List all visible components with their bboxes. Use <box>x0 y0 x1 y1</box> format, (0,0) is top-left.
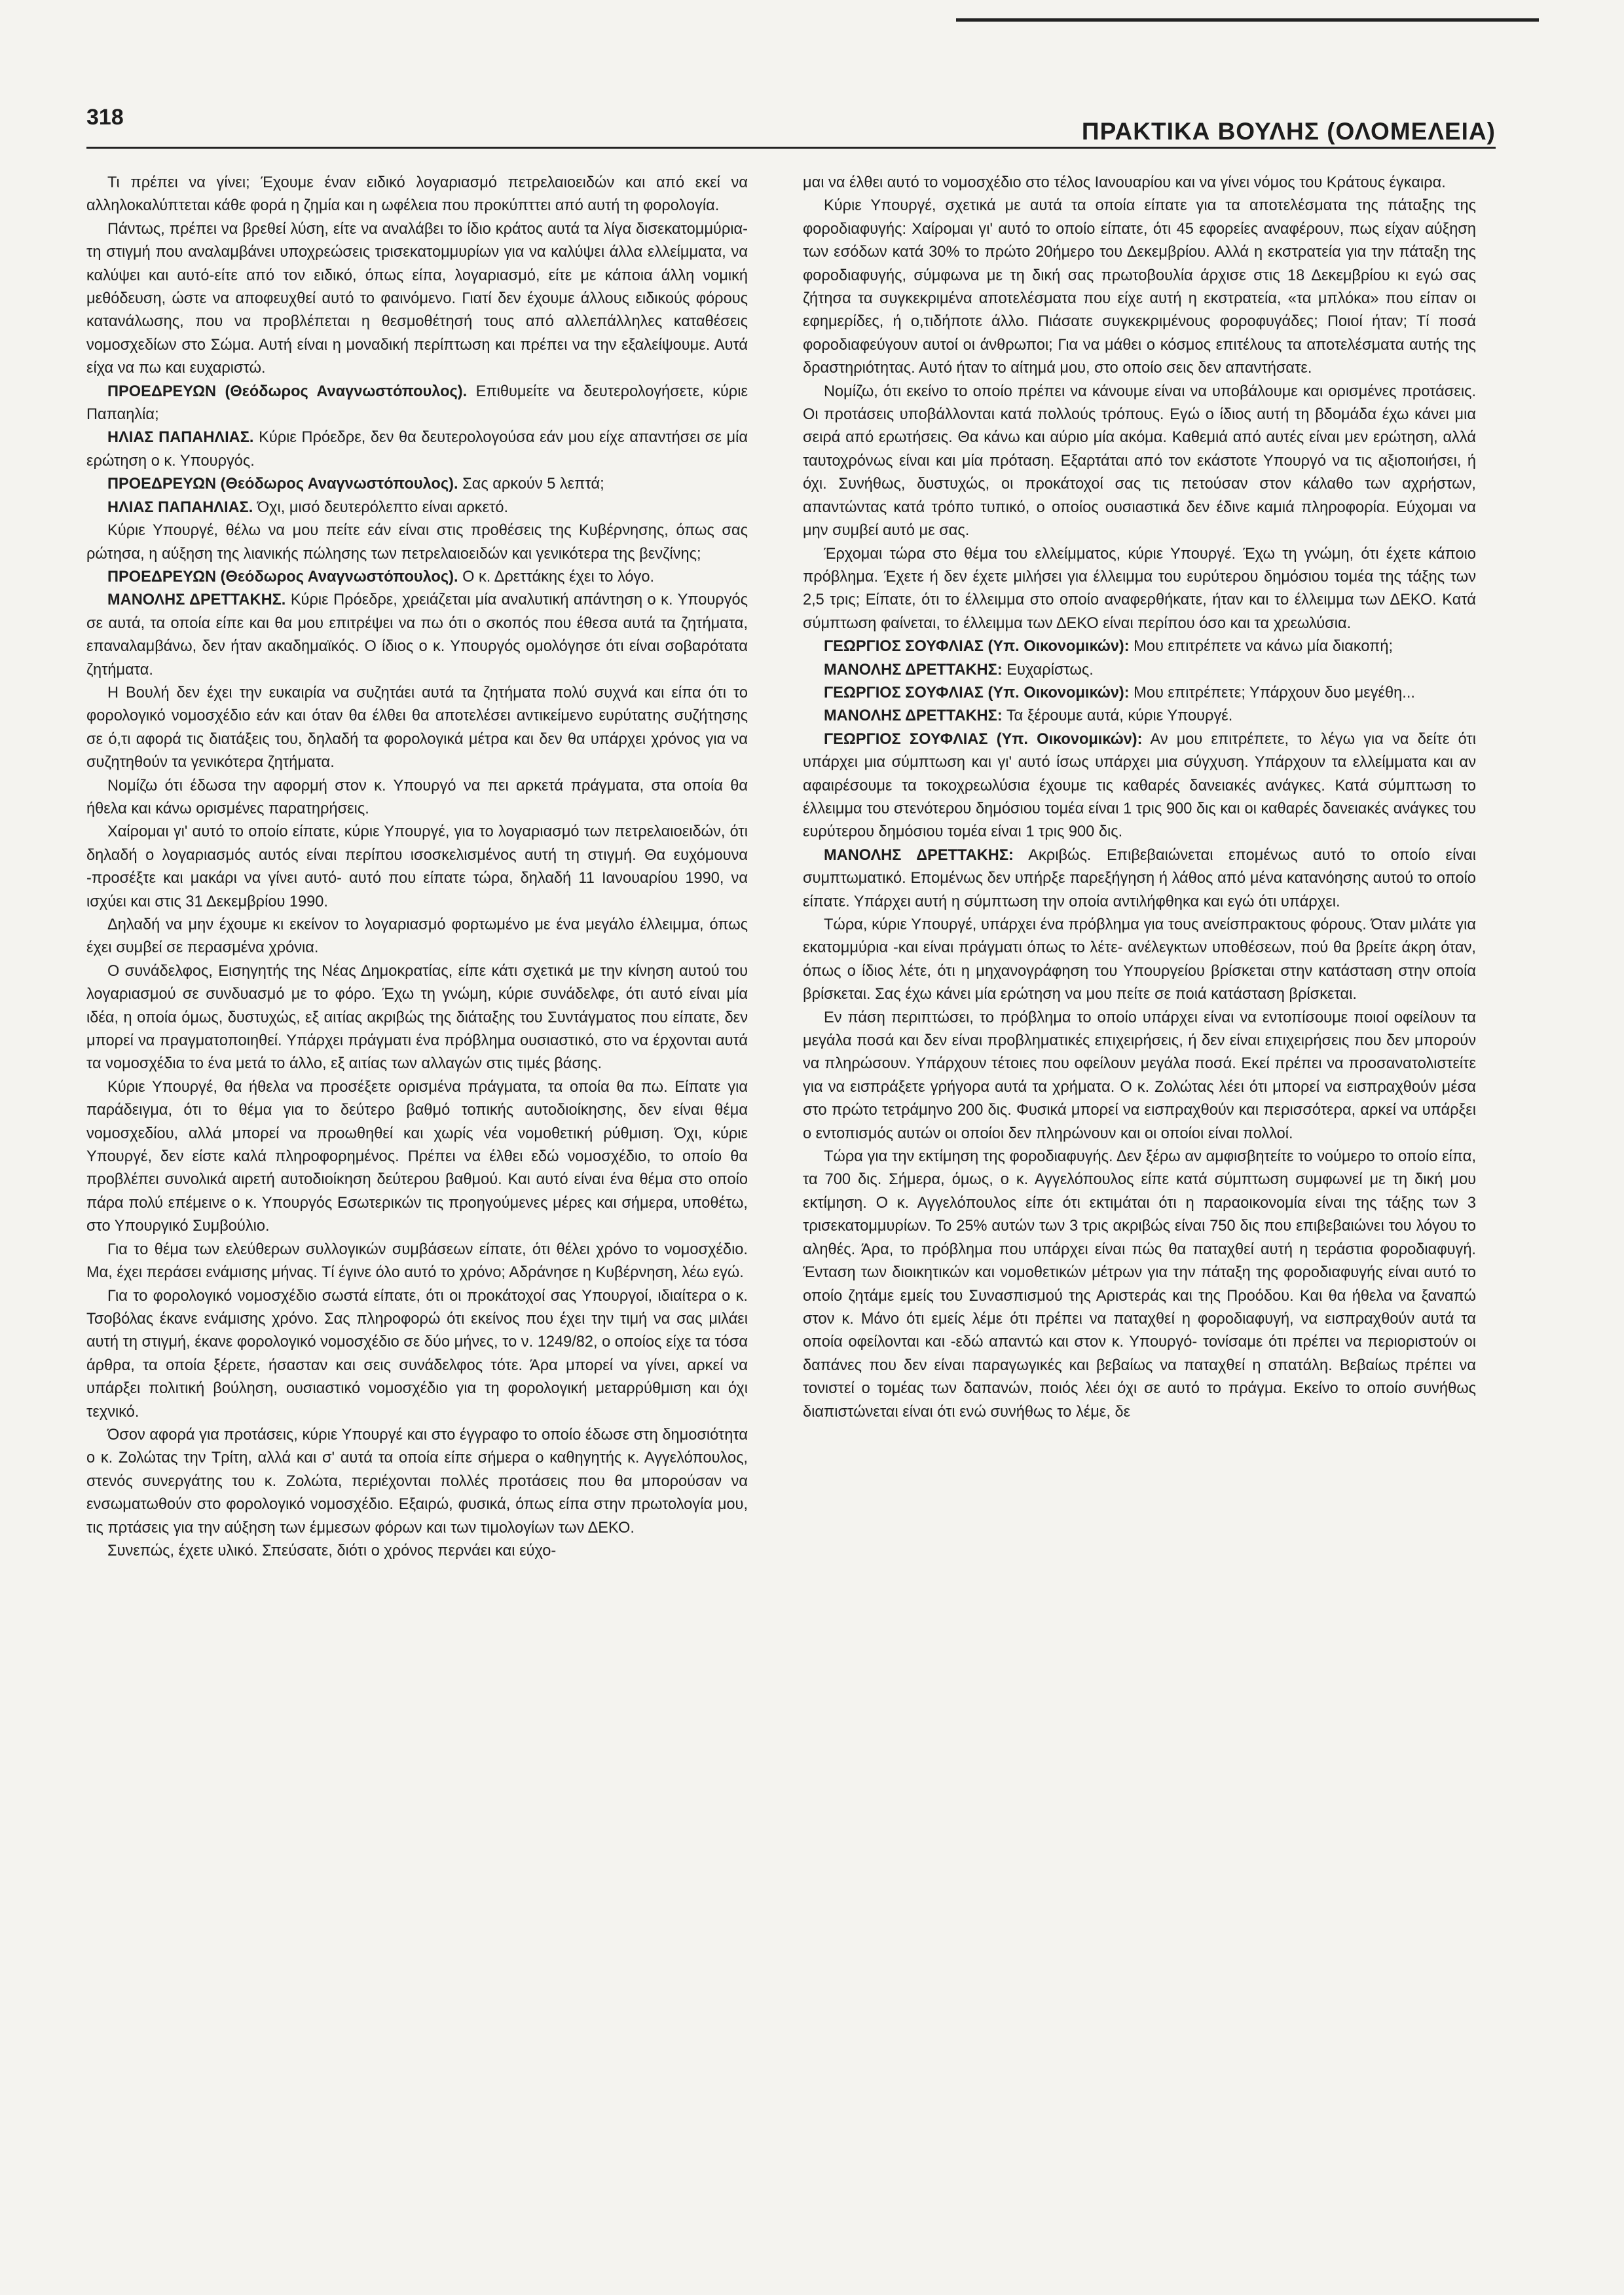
paragraph-text: Δηλαδή να μην έχουμε κι εκείνον το λογαριασμό φορτωμένο με ένα μεγάλο έλλειμμα, όπως έχει συμβεί σε περασμένα χρόνια. <box>86 916 748 957</box>
paragraph <box>803 914 1476 1007</box>
paragraph <box>86 218 748 381</box>
speaker-name: ΠΡΟΕΔΡΕΥΩΝ (Θεόδωρος Αναγνωστόπουλος). <box>107 568 458 586</box>
paragraph-text: Η Βουλή δεν έχει την ευκαιρία να συζητάει αυτά τα ζητήματα πολύ συχνά και είπα ότι το φορολογικό νομοσχέδιο εάν και όταν θα έλθει θα αποτελέσει αντικείμενο ευρύτατης συζήτησης σε ό,τι αφορά τις διατάξεις του, δηλαδή τα φορολογικά μέτρα και δεν θα υπάρχει χρόνος για να συζητηθούν τα γενικότερα ζητήματα. <box>86 684 748 772</box>
paragraph-text: Κύριε Πρόεδρε, χρειάζεται μία αναλυτική απάντηση ο κ. Υπουργός σε αυτά, τα οποία είπε και θα μου επιτρέψει να πω ότι ο σκοπός που έθεσα αυτά τα ζητήματα, επαναλαμβάνω, δεν ήταν ακαδημαϊκός. Ο ίδιος ο κ. Υπουργός ομολόγησε ότι είναι σοβαρότατα ζητήματα. <box>86 591 748 679</box>
paragraph-text: Για το φορολογικό νομοσχέδιο σωστά είπατε, ότι οι προκάτοχοί σας Υπουργοί, ιδιαίτερα ο κ. Τσοβόλας έκανε ενάμισης χρόνο. Σας πληροφορώ ότι εκείνος που έχει την τιμή να σας μιλάει αυτή τη στιγμή, έκανε φορολογικό νομοσχέδιο σε δύο μήνες, το ν. 1249/82, ο οποίος είχε τα τόσα άρθρα, τα οποία ξέρετε, ήσασταν και σεις συνάδελφος τότε. Άρα μπορεί να γίνει, αρκεί να υπάρξει πολιτική βούληση, ουσιαστικό νομοσχέδιο για τη φορολογική μεταρρύθμιση και όχι τεχνικό. <box>86 1287 748 1421</box>
paragraph <box>86 682 748 775</box>
paragraph-text: Κύριε Υπουργέ, σχετικά με αυτά τα οποία είπατε για τα αποτελέσματα της πάταξης της φοροδιαφυγής: Χαίρομαι γι' αυτό το οποίο είπατε, ότι 45 εφορείες αναφέρουν, πως είχαν αύξηση των εσόδων κατά 30% το πρώτο 20ήμερο του Δεκεμβρίου. Αλλά η εκστρατεία για την πάταξη της φοροδιαφυγής, σύμφωνα με τη δική σας πρωτοβουλία άρχισε στις 18 Δεκεμβρίου κι εγώ σας ζήτησα τα συγκεκριμένα αποτελέσματα που είχε αυτή η εκστρατεία, «τα μπλόκα» που είπαν οι εφημερίδες, ή ο,τιδήποτε άλλο. Πιάσατε συγκεκριμένους φοροφυγάδες; Ποιοί ήταν; Τί ποσά φοροδιαφεύγουν αυτοί οι άνθρωποι; Για να μάθει ο κόσμος επιτέλους τα αποτελέσματα αυτής της δραστηριότητας. Αυτό ήταν το αίτημά μου, στο οποίο σεις δεν απαντήσατε. <box>803 197 1476 377</box>
paragraph <box>86 1239 748 1285</box>
paragraph <box>86 1540 748 1563</box>
paragraph-text: Όχι, μισό δευτερόλεπτο είναι αρκετό. <box>257 498 509 516</box>
paragraph <box>803 659 1476 682</box>
paragraph-text: Σας αρκούν 5 λεπτά; <box>462 476 604 493</box>
right-text-column <box>803 172 1476 1424</box>
paragraph-text: Τώρα για την εκτίμηση της φοροδιαφυγής. Δεν ξέρω αν αμφισβητείτε το νούμερο το οποίο είπα, τα 700 δις. Σήμερα, όμως, ο κ. Αγγελόπουλος είπε κατά σύμπτωση συμφωνεί με τη δική μου εκτίμηση. Ο κ. Αγγελόπουλος είπε ότι εκτιμάται ότι η παραοικονομία είναι της τάξης των 3 τρισεκατομμυρίων. Το 25% αυτών των 3 τρις ακριβώς είναι 750 δις που επιβεβαιώνει του λόγου το αληθές. Άρα, το πρόβλημα που υπάρχει είναι πώς θα παταχθεί αυτή η τεράστια φοροδιαφυγή. Ένταση των διοικητικών και νομοθετικών μέτρων για την πάταξη της φοροδιαφυγής είναι αυτό το οποίο ζητάμε εμείς του Συνασπισμού της Αριστεράς και της Προόδου. Και θα ήθελα να ξαναπώ στον κ. Μάνο ότι εμείς λέμε ότι πρέπει να παταχθεί η φοροδιαφυγή, να εισπραχθούν αυτά τα οποία οφείλονται και -εδώ απαντώ και στον κ. Υπουργό- τονίσαμε ότι πρέπει να περιοριστούν οι δαπάνες που δεν είναι παραγωγικές και βεβαίως να παταχθεί η σπατάλη. Βεβαίως πρέπει να τονιστεί ο τομέας των δαπανών, ποιός λέει όχι σε αυτό το πράγμα. Εκείνο το οποίο συνήθως διαπιστώνεται είναι ότι ενώ συνήθως το λέμε, δε <box>803 1148 1476 1421</box>
paragraph <box>86 914 748 960</box>
page-number: 318 <box>86 105 124 130</box>
paragraph-text: Ευχαρίστως. <box>1006 661 1094 679</box>
speaker-name: ΗΛΙΑΣ ΠΑΠΑΗΛΙΑΣ. <box>107 498 253 516</box>
paragraph-text: Όσον αφορά για προτάσεις, κύριε Υπουργέ και στο έγγραφο το οποίο έδωσε στη δημοσιότητα ο κ. Ζολώτας την Τρίτη, αλλά και σ' αυτά τα οποία είπε σήμερα ο καθηγητής κ. Αγγελόπουλος, στενός συνεργάτης του κ. Ζολώτα, περιέχονται πολλές προτάσεις που θα μπορούσαν να ενσωματωθούν στο φορολογικό νομοσχέδιο. Εξαιρώ, φυσικά, όπως είπα στην πρωτολογία μου, τις πρτάσεις για την αύξηση των έμμεσων φόρων και των τιμολογίων των ΔΕΚΟ. <box>86 1426 748 1537</box>
paragraph <box>803 728 1476 844</box>
paragraph <box>86 1285 748 1424</box>
paragraph <box>86 172 748 218</box>
header-rule <box>86 147 1496 149</box>
speaker-name: ΓΕΩΡΓΙΟΣ ΣΟΥΦΛΙΑΣ (Υπ. Οικονομικών): <box>824 730 1143 748</box>
paragraph <box>86 821 748 914</box>
paragraph-text: Τώρα, κύριε Υπουργέ, υπάρχει ένα πρόβλημα για τους ανείσπρακτους φόρους. Όταν μιλάτε για εκατομμύρια -και είναι πράγματι όπως το λέτε- ανέλεγκτων υποθέσεων, πού θα βρείτε άκρη όταν, όπως ο ίδιος λέτε, ότι η μηχανογράφηση του Υπουργείου βρίσκεται στην κατάσταση στην οποία βρίσκεται. Σας έχω κάνει μία ερώτηση να μου πείτε σε ποιά κατάσταση βρίσκεται. <box>803 916 1476 1003</box>
paragraph <box>803 1007 1476 1146</box>
paragraph-text: Χαίρομαι γι' αυτό το οποίο είπατε, κύριε Υπουργέ, για το λογαριασμό των πετρελαιοειδών, ότι δηλαδή ο λογαριασμός αυτός είναι περίπου ισοσκελισμένος αυτή τη στιγμή. Θα ευχόμουνα -προσέξτε και μακάρι να γίνει αυτό- αυτό που είπατε τώρα, δηλαδή 11 Ιανουαρίου 1990, να ισχύει και στις 31 Δεκεμβρίου 1990. <box>86 823 748 910</box>
paragraph-text: Νομίζω, ότι εκείνο το οποίο πρέπει να κάνουμε είναι να υποβάλουμε και ορισμένες προτάσεις. Οι προτάσεις υποβάλλονται κατά πολλούς τρόπους. Εγώ ο ίδιος αυτή τη βδομάδα έχω κάνει μια σειρά από ερωτήσεις. Θα κάνω και αύριο μία ακόμα. Καθεμιά από αυτές είναι μεν ερώτηση, αλλά ταυτοχρόνως είναι και μία πρόταση. Εξαρτάται από τον εκάστοτε Υπουργό να τις αξιοποιήσει, ή όχι. Συνήθως, δυστυχώς, οι προκάτοχοί σας τις πετούσαν στον κάλαθο των αχρήστων, απαντώντας κατά τρόπο τυπικό, ο οποίος ουσιαστικά δεν έδινε καμιά πληροφορία. Εύχομαι να μην συμβεί αυτό με σας. <box>803 382 1476 540</box>
paragraph <box>86 426 748 473</box>
paragraph-text: μαι να έλθει αυτό το νομοσχέδιο στο τέλος Ιανουαρίου και να γίνει νόμος του Κράτους έγκαιρα. <box>803 174 1446 191</box>
paragraph <box>86 496 748 519</box>
paragraph <box>86 589 748 682</box>
paragraph-text: Μου επιτρέπετε να κάνω μία διακοπή; <box>1134 638 1393 656</box>
paragraph <box>86 566 748 589</box>
paragraph-text: Συνεπώς, έχετε υλικό. Σπεύσατε, διότι ο χρόνος περνάει και εύχο- <box>107 1542 557 1559</box>
paragraph-text: Τα ξέρουμε αυτά, κύριε Υπουργέ. <box>1006 707 1233 725</box>
paragraph-text: Κύριε Υπουργέ, θα ήθελα να προσέξετε ορισμένα πράγματα, τα οποία θα πω. Είπατε για παράδειγμα, ότι το θέμα για το δεύτερο βαθμό τοπικής αυτοδιοίκησης, δεν είναι θέμα νομοσχεδίου, αλλά μπορεί να προωθηθεί και χωρίς νέα νομοθετική ρύθμιση. Όχι, κύριε Υπουργέ, δεν είστε καλά πληροφορημένος. Πρέπει να έλθει εδώ νομοσχέδιο, το οποίο θα προβλέπει συνολικά αιρετή αυτοδιοίκηση δεύτερου βαθμού. Και αυτό είναι ένα θέμα στο οποίο πάρα πολύ επέμεινε ο κ. Υπουργός Εσωτερικών τις προηγούμενες μέρες και σήμερα, υποθέτω, στο Υπουργικό Συμβούλιο. <box>86 1078 748 1235</box>
paragraph <box>803 195 1476 380</box>
paragraph <box>86 775 748 821</box>
paragraph <box>803 172 1476 195</box>
paragraph-text: Πάντως, πρέπει να βρεθεί λύση, είτε να αναλάβει το ίδιο κράτος αυτά τα λίγα δισεκατομμύρια- τη στιγμή που αναλαμβάνει υποχρεώσεις τρισεκατομμυρίων για να καλύψει άλλα ελλείμματα, να καλύψει και αυτό-είτε από τον ειδικό, όπως είπα, λογαριασμό, είτε με κάποια άλλη νομική μεθόδευση, ώστε να αποφευχθεί αυτό το φαινόμενο. Γιατί δεν έχουμε άλλους ειδικούς φόρους κατανάλωσης, που να προβλέπεται η θεσμοθέτησή τους από αλλεπάλληλες καταθέσεις νομοσχεδίων στο Σώμα. Αυτή είναι η μοναδική περίπτωση και πρέπει να την εξαλείψουμε. Αυτά είχα να πω και ευχαριστώ. <box>86 220 748 377</box>
paragraph-text: Κύριε Υπουργέ, θέλω να μου πείτε εάν είναι στις προθέσεις της Κυβέρνησης, όπως σας ρώτησα, η αύξηση της λιανικής πώλησης των πετρελαιοειδών και γενικότερα της βενζίνης; <box>86 522 748 563</box>
speaker-name: ΜΑΝΟΛΗΣ ΔΡΕΤΤΑΚΗΣ: <box>824 707 1003 725</box>
paragraph <box>803 844 1476 914</box>
speaker-name: ΜΑΝΟΛΗΣ ΔΡΕΤΤΑΚΗΣ: <box>824 661 1003 679</box>
paragraph <box>803 705 1476 728</box>
paragraph-text: Επιθυμείτε να δευτερολογήσετε, κύριε Παπαηλία; <box>86 382 748 424</box>
speaker-name: ΓΕΩΡΓΙΟΣ ΣΟΥΦΛΙΑΣ (Υπ. Οικονομικών): <box>824 638 1130 656</box>
paragraph <box>803 635 1476 658</box>
paragraph <box>86 519 748 566</box>
speaker-name: ΓΕΩΡΓΙΟΣ ΣΟΥΦΛΙΑΣ (Υπ. Οικονομικών): <box>824 684 1130 701</box>
paragraph-text: Κύριε Πρόεδρε, δεν θα δευτερολογούσα εάν μου είχε απαντήσει σε μία ερώτηση ο κ. Υπουργός. <box>86 429 748 470</box>
paragraph-text: Νομίζω ότι έδωσα την αφορμή στον κ. Υπουργό να πει αρκετά πράγματα, στα οποία θα ήθελα και κάνω ορισμένες παρατηρήσεις. <box>86 777 748 817</box>
speaker-name: ΗΛΙΑΣ ΠΑΠΑΗΛΙΑΣ. <box>107 429 254 447</box>
paragraph-text: Εν πάση περιπτώσει, το πρόβλημα το οποίο υπάρχει είναι να εντοπίσουμε ποιοί οφείλουν τα μεγάλα ποσά και δεν είναι προβληματικές επιχειρήσεις, ή δεν είναι επιχειρήσεις που δεν μπορούν να πληρώσουν. Υπάρχουν τέτοιες που οφείλουν μεγάλα ποσά. Εκεί πρέπει να προσανατολιστείτε για να εισπράξετε γρήγορα αυτά τα χρήματα. Ο κ. Ζολώτας λέει ότι μπορεί να εισπραχθούν μέσα στο πρώτο τετράμηνο 200 δις. Φυσικά μπορεί να εισπραχθούν και περισσότερα, αρκεί να υπάρξει ο εντοπισμός αυτών οι οποίοι δεν πληρώνουν και οι οποίοι είναι πολλοί. <box>803 1009 1476 1142</box>
speaker-name: ΜΑΝΟΛΗΣ ΔΡΕΤΤΑΚΗΣ: <box>824 846 1014 864</box>
paragraph-text: Αν μου επιτρέπετε, το λέγω για να δείτε ότι υπάρχει μια σύμπτωση και γι' αυτό ίσως υπάρχει μια σύγχυση. Υπάρχουν τα ελλείμματα και αν αφαιρέσουμε τα τοκοχρεωλύσια έχουμε τις καθαρές δανειακές ανάγκες. Κατά σύμπτωση το έλλειμμα του στενότερου δημόσιου τομέα είναι 1 τρις 900 δις και οι καθαρές δανειακές ανάγκες του ευρύτερου δημόσιου τομέα είναι 1 τρις 900 δις. <box>803 730 1476 841</box>
paragraph <box>803 682 1476 705</box>
paragraph-text: Ακριβώς. Επιβεβαιώνεται επομένως αυτό το οποίο είναι συμπτωματικό. Επομένως δεν υπήρξε παρεξήγηση ή λάθος από μένα κατανόησης αυτού το οποίο είπατε. Υπάρχει αυτή η σύμπτωση την οποία αντιλήφθηκα και εγώ ότι υπάρχει. <box>803 846 1476 910</box>
paragraph <box>86 1424 748 1540</box>
paragraph-text: Μου επιτρέπετε; Υπάρχουν δυο μεγέθη... <box>1134 684 1415 701</box>
paragraph-text: Ο συνάδελφος, Εισηγητής της Νέας Δημοκρατίας, είπε κάτι σχετικά με την κίνηση αυτού του λογαριασμού σε συνδυασμό με το φόρο. Έχω τη γνώμη, κύριε συνάδελφε, ότι αυτό είναι μία ιδέα, η οποία όμως, δυστυχώς, εξ αιτίας ακριβώς της διάταξης του Συντάγματος που είπατε, δεν μπορεί να πραγματοποιηθεί. Υπάρχει πράγματι ένα πρόβλημα ουσιαστικό, στο να έρχονται αυτά τα νομοσχέδια το ένα μετά το άλλο, εξ αιτίας των αλλαγών στις τιμές βάσης. <box>86 962 748 1073</box>
running-head-title: ΠΡΑΚΤΙΚΑ ΒΟΥΛΗΣ (ΟΛΟΜΕΛΕΙΑ) <box>1081 118 1496 145</box>
paragraph-text: Τι πρέπει να γίνει; Έχουμε έναν ειδικό λογαριασμό πετρελαιοειδών και από εκεί να αλληλοκαλύπτεται κάθε φορά η ζημία και η ωφέλεια που προκύπττει από αυτή τη φορολογία. <box>86 174 748 215</box>
paragraph-text: Έρχομαι τώρα στο θέμα του ελλείμματος, κύριε Υπουργέ. Έχω τη γνώμη, ότι έχετε κάποιο πρόβλημα. Έχετε ή δεν έχετε μιλήσει για έλλειμμα του ευρύτερου δημόσιου τομέα της τάξης των 2,5 τρις; Είπατε, ότι το έλλειμμα στο οποίο αναφερθήκατε, ήταν και το έλλειμμα των ΔΕΚΟ. Κατά σύμπτωση φαίνεται, το έλλειμμα των ΔΕΚΟ είναι περίπου όσο και τα χρεωλύσια. <box>803 545 1476 632</box>
left-text-column <box>86 172 748 1563</box>
paragraph-text: Ο κ. Δρεττάκης έχει το λόγο. <box>462 568 655 586</box>
speaker-name: ΠΡΟΕΔΡΕΥΩΝ (Θεόδωρος Αναγνωστόπουλος). <box>107 476 458 493</box>
paragraph <box>803 1146 1476 1424</box>
paragraph <box>803 381 1476 543</box>
speaker-name: ΠΡΟΕΔΡΕΥΩΝ (Θεόδωρος Αναγνωστόπουλος). <box>107 382 468 400</box>
paragraph <box>86 473 748 496</box>
top-rule <box>956 18 1539 22</box>
paragraph-text: Για το θέμα των ελεύθερων συλλογικών συμβάσεων είπατε, ότι θέλει χρόνο το νομοσχέδιο. Μα, έχει περάσει ενάμισης μήνας. Τί έγινε όλο αυτό το χρόνο; Αδράνησε η Κυβέρνηση, λέω εγώ. <box>86 1241 748 1282</box>
speaker-name: ΜΑΝΟΛΗΣ ΔΡΕΤΤΑΚΗΣ. <box>107 591 286 609</box>
paragraph <box>86 960 748 1076</box>
paragraph <box>86 381 748 427</box>
paragraph <box>86 1076 748 1239</box>
paragraph <box>803 543 1476 636</box>
